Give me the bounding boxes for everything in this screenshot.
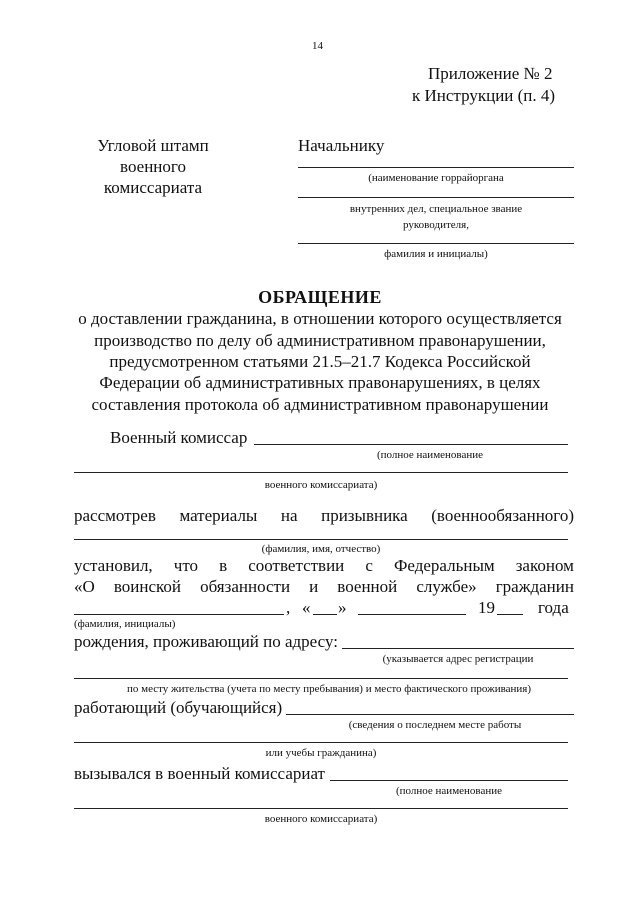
law-word-1: «О	[74, 577, 95, 596]
law-word-4: и	[309, 577, 319, 596]
addressee-line-1	[298, 167, 574, 168]
called-label: вызывался в военный комиссариат	[74, 764, 325, 783]
addressee-hint-2a: внутренних дел, специальное звание	[349, 203, 523, 215]
commissariat-hint: военного комиссариата)	[264, 479, 378, 491]
addressee-line-2	[298, 197, 574, 198]
called-hint: (полное наименование	[395, 785, 503, 797]
fio-line	[74, 539, 568, 540]
subtitle-line-5: составления протокола об административном правонарушении	[91, 395, 549, 414]
reviewed-word-3: на	[280, 506, 298, 525]
established-word-3: в	[219, 556, 228, 575]
day-line	[313, 614, 337, 615]
year-suffix: года	[538, 598, 569, 617]
addressee-to: Начальнику	[298, 136, 385, 155]
established-word-2: что	[173, 556, 199, 575]
residence-hint: по месту жительства (учета по месту пребывания) и место фактического проживания)	[126, 683, 532, 695]
commissar-line	[254, 444, 568, 445]
addressee-hint-2b: руководителя,	[403, 219, 469, 231]
month-line	[358, 614, 466, 615]
reviewed-word-4: призывника	[321, 506, 408, 525]
address-line	[342, 648, 574, 649]
study-hint: или учебы гражданина)	[265, 747, 377, 759]
reviewed-line	[74, 506, 574, 526]
subtitle-line-2: производство по делу об административном правонарушении,	[94, 331, 546, 350]
law-word-2: воинской	[113, 577, 181, 596]
law-line	[74, 577, 574, 597]
called-line	[330, 780, 568, 781]
stamp-line-2: военного	[120, 157, 186, 176]
reviewed-word-2: материалы	[179, 506, 258, 525]
page-number: 14	[312, 40, 323, 52]
quote-close: »	[338, 598, 347, 617]
work-hint: (сведения о последнем месте работы	[348, 719, 522, 731]
quote-open: «	[302, 598, 311, 617]
year-prefix: 19	[478, 598, 495, 617]
established-word-6: Федеральным	[393, 556, 495, 575]
addressee-line-3	[298, 243, 574, 244]
study-line	[74, 742, 568, 743]
fio-hint: (фамилия, имя, отчество)	[261, 543, 381, 555]
works-label: работающий (обучающийся)	[74, 698, 283, 717]
commissar-label: Военный комиссар	[110, 428, 248, 447]
established-word-1: установил,	[74, 556, 153, 575]
reviewed-word-1: рассмотрев	[74, 506, 156, 525]
subtitle-line-4: Федерации об административных правонарушениях, в целях	[99, 373, 541, 392]
document-title: ОБРАЩЕНИЕ	[258, 287, 382, 307]
subtitle-line-1: о доставлении гражданина, в отношении которого осуществляется	[78, 309, 562, 328]
law-word-7: гражданин	[495, 577, 574, 596]
work-line	[286, 714, 574, 715]
established-line	[74, 556, 574, 576]
reviewed-word-5: (военнообязанного)	[431, 506, 574, 525]
address-hint: (указывается адрес регистрации	[382, 653, 534, 665]
law-word-3: обязанности	[200, 577, 291, 596]
appendix-line-2: к Инструкции (п. 4)	[412, 86, 556, 105]
established-word-4: соответствии	[248, 556, 345, 575]
called-hint-2: военного комиссариата)	[264, 813, 378, 825]
appendix-line-1: Приложение № 2	[428, 64, 553, 83]
stamp-line-1: Угловой штамп	[97, 136, 209, 155]
established-word-5: с	[365, 556, 373, 575]
called-commissariat-line	[74, 808, 568, 809]
born-label: рождения, проживающий по адресу:	[74, 632, 338, 651]
commissariat-line	[74, 472, 568, 473]
law-word-6: службе»	[416, 577, 477, 596]
stamp-line-3: комиссариата	[103, 178, 203, 197]
fio-short-hint: (фамилия, инициалы)	[74, 618, 176, 630]
comma: ,	[286, 598, 291, 617]
law-word-5: военной	[337, 577, 398, 596]
subtitle-line-3: предусмотренном статьями 21.5–21.7 Кодекса Российской	[109, 352, 531, 371]
addressee-hint-3: фамилия и инициалы)	[384, 248, 488, 260]
established-word-7: законом	[515, 556, 574, 575]
citizen-name-line	[74, 614, 284, 615]
year-line	[497, 614, 523, 615]
residence-line	[74, 678, 568, 679]
addressee-hint-1: (наименование горрайоргана	[368, 172, 504, 184]
commissar-hint: (полное наименование	[376, 449, 484, 461]
